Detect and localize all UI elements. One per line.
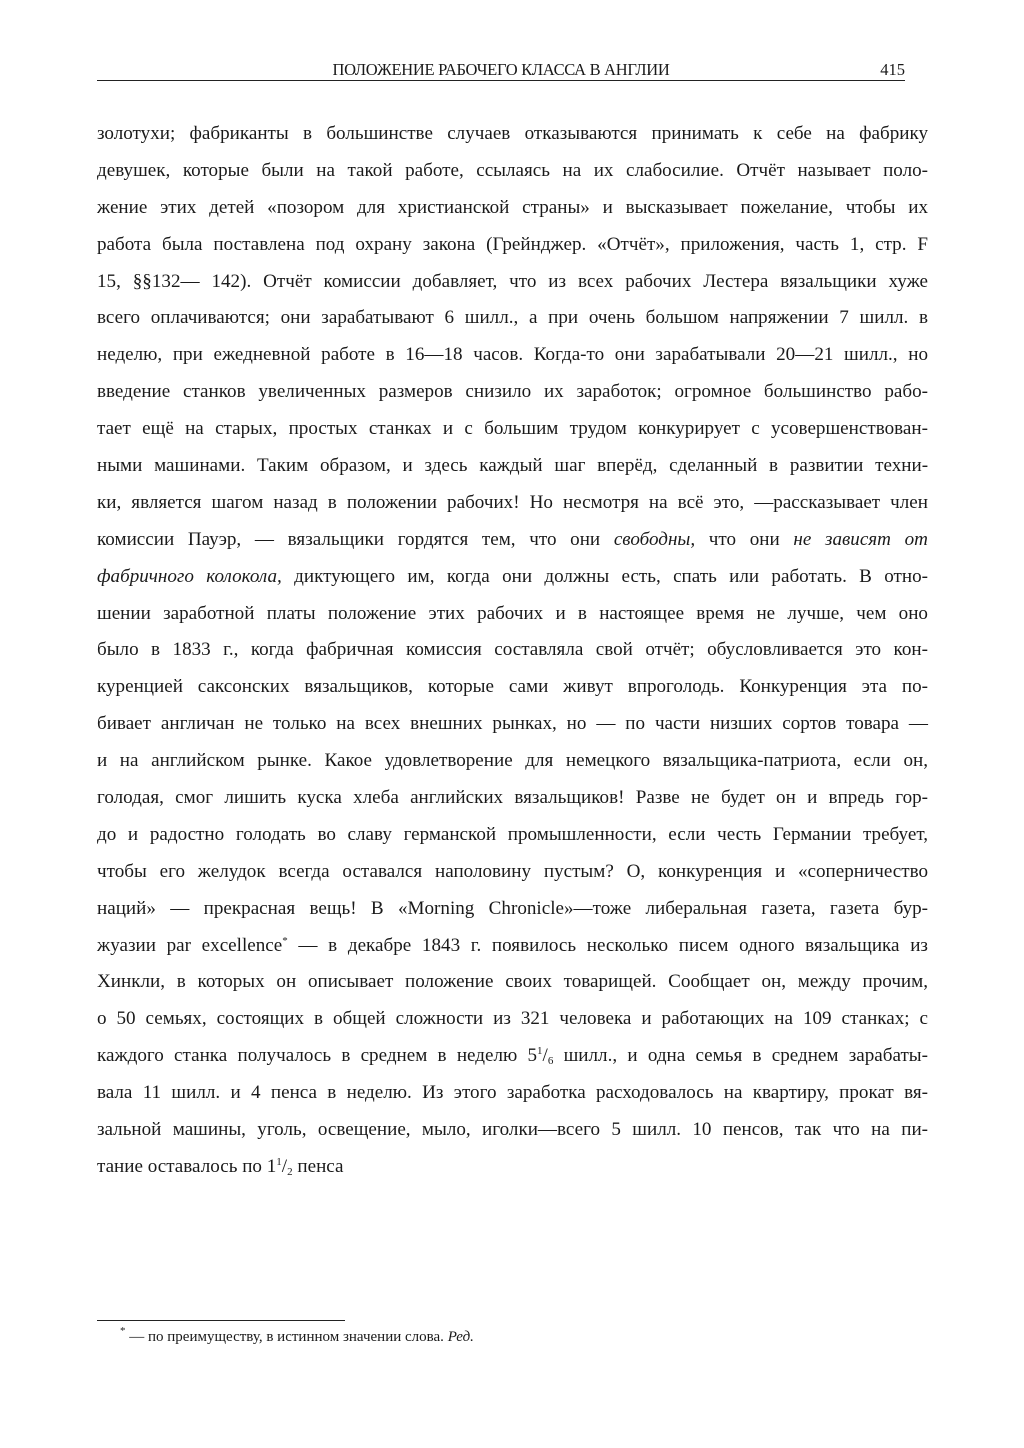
fraction-denominator: 6: [547, 1055, 554, 1068]
text-line: [97, 1038, 928, 1075]
text-line: вала 11 шилл. и 4 пенса в неделю. Из этого заработка расходовалось на квартиру, прокат вя-: [97, 1082, 928, 1104]
text-fragment: тание оставалось по 1: [97, 1155, 277, 1177]
text-line: работа была поставлена под охрану закона (Грейнджер. «Отчёт», приложения, часть 1, стр. F: [97, 233, 929, 255]
text-line: бивает англичан не только на всех внешних рынках, но — по части низших сортов товара —: [97, 713, 929, 735]
text-fragment: пенса: [292, 1155, 344, 1177]
text-line: зальной машины, уголь, освещение, мыло, иголки—всего 5 шилл. 10 пенсов, так что на пи-: [97, 1119, 929, 1141]
text-fragment: — в декабре 1843 г. появилось несколько писем одного вязальщика из: [287, 934, 928, 956]
text-line: золотухи; фабриканты в большинстве случаев отказываются принимать к себе на фабрику: [97, 123, 929, 144]
text-line: [97, 928, 928, 965]
text-line: жение этих детей «позором для христианской страны» и высказывает пожелание, чтобы их: [97, 196, 929, 218]
page-header: [97, 58, 905, 81]
fraction-slash: /: [542, 1045, 548, 1067]
text-line: [97, 559, 928, 596]
text-line: ными машинами. Таким образом, и здесь каждый шаг вперёд, сделанный в развитии техни-: [97, 455, 929, 477]
text-line: [97, 1149, 928, 1186]
text-fragment: что они: [695, 528, 794, 550]
text-line: до и радостно голодать во славу германской промышленности, если честь Германии требует,: [97, 823, 928, 845]
italic-fragment: не зависят от: [793, 528, 928, 550]
text-fragment: комиссии Пауэр, — вязальщики гордятся тем, что они: [97, 528, 614, 550]
footnote-text: — по преимуществу, в истинном значении слова.: [125, 1329, 448, 1345]
footnote-divider: [97, 1320, 345, 1321]
text-line: введение станков увеличенных размеров снизило их заработок; огромное большинство рабо-: [97, 381, 928, 403]
footnote: [120, 1327, 474, 1347]
text-line: девушек, которые были на такой работе, ссылаясь на их слабосилие. Отчёт называет поло-: [97, 159, 929, 181]
running-title: ПОЛОЖЕНИЕ РАБОЧЕГО КЛАССА В АНГЛИИ: [332, 60, 670, 79]
text-line: неделю, при ежедневной работе в 16—18 часов. Когда-то они зарабатывали 20—21 шилл., но: [97, 344, 928, 366]
footnote-marker: *: [120, 1325, 126, 1337]
footnote-marker: *: [282, 934, 288, 947]
text-line: было в 1833 г., когда фабричная комиссия составляла свой отчёт; обусловливается это кон-: [97, 639, 928, 661]
text-line: наций» — прекрасная вещь! В «Morning Chronicle»—тоже либеральная газета, газета бур-: [97, 897, 929, 919]
fraction-numerator: 1: [537, 1045, 543, 1058]
text-line: 15, §§132— 142). Отчёт комиссии добавляет, что из всех рабочих Лестера вязальщики хуже: [97, 270, 929, 292]
footnote-editor-note: Ред.: [447, 1329, 474, 1345]
text-line: всего оплачиваются; они зарабатывают 6 шилл., а при очень большом напряжении 7 шилл. в: [97, 307, 929, 329]
fraction-denominator: 2: [287, 1165, 293, 1178]
text-line: о 50 семьях, состоящих в общей сложности из 321 человека и работающих на 109 станках; с: [97, 1008, 929, 1030]
text-line: и на английском рынке. Какое удовлетворение для немецкого вязальщика-патриота, если он,: [97, 750, 928, 772]
text-line: тает ещё на старых, простых станках и с большим трудом конкурирует с усовершенствован-: [97, 418, 928, 440]
text-line: голодая, смог лишить куска хлеба английских вязальщиков! Разве не будет он и впредь гор-: [97, 787, 929, 809]
text-fragment: жуазии par excellence: [97, 934, 283, 956]
italic-fragment: фабричного колокола,: [97, 565, 282, 587]
text-line: куренцией саксонских вязальщиков, которые сами живут впроголодь. Конкуренция эта по-: [97, 676, 929, 698]
text-fragment: шилл., и одна семья в среднем зарабаты-: [553, 1045, 928, 1067]
text-line: чтобы его желудок всегда оставался наполовину пустым? О, конкуренция и «соперничество: [97, 860, 929, 882]
page-number: 415: [880, 60, 905, 79]
text-line: шении заработной платы положение этих рабочих и в настоящее время не лучше, чем оно: [97, 602, 928, 624]
text-line: ки, является шагом назад в положении рабочих! Но несмотря на всё это, —рассказывает член: [97, 491, 929, 513]
fraction-numerator: 1: [276, 1155, 282, 1168]
text-fragment: каждого станка получалось в среднем в неделю 5: [97, 1045, 538, 1067]
text-line: Хинкли, в которых он описывает положение своих товарищей. Сообщает он, между прочим,: [97, 971, 928, 993]
text-fragment: диктующего им, когда они должны есть, спать или работать. В отно-: [281, 565, 929, 587]
italic-fragment: свободны,: [613, 528, 696, 550]
text-line: [97, 522, 928, 559]
fraction-slash: /: [281, 1155, 288, 1177]
body-text: [97, 116, 928, 1186]
